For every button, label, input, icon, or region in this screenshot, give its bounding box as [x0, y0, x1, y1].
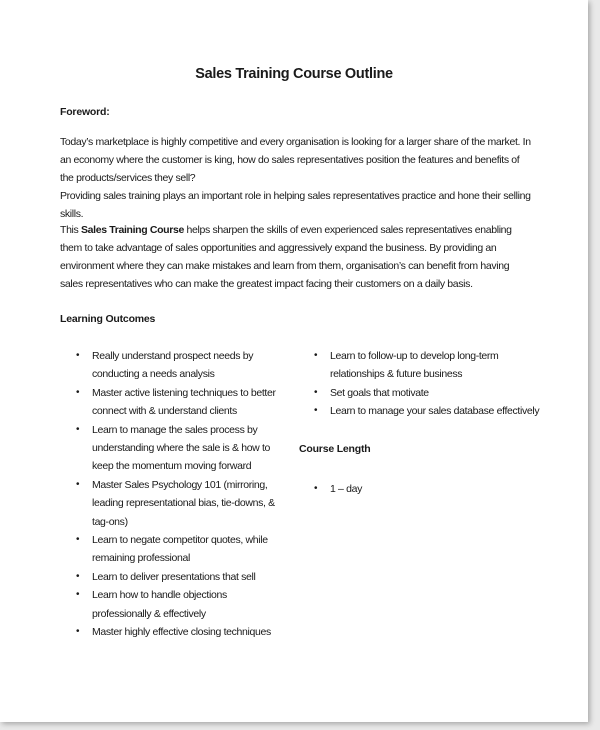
list-item-text: Set goals that motivate: [330, 386, 429, 399]
paragraph-3-prefix: This: [60, 224, 82, 236]
list-item: [76, 623, 288, 641]
learning-outcomes-left-list: [76, 347, 288, 642]
list-item-text: Learn to deliver presentations that sell: [92, 570, 256, 583]
list-item-text: Learn to negate competitor quotes, while remaining professional: [92, 534, 268, 565]
list-item-text: 1 – day: [330, 483, 362, 495]
learning-outcomes-heading: Learning Outcomes: [60, 313, 156, 325]
list-item: [76, 421, 288, 476]
list-item-text: Learn to follow-up to develop long-term relationships & future business: [330, 350, 499, 381]
bullet-icon: •: [314, 386, 318, 398]
list-item-text: Really understand prospect needs by conducting a needs analysis: [92, 350, 254, 381]
list-item: [76, 568, 288, 586]
document-title: Sales Training Course Outline: [195, 66, 393, 82]
bullet-icon: •: [76, 626, 80, 638]
foreword-paragraph-1: Today’s marketplace is highly competitive and every organisation is looking for a larger share of the market. In an economy where the customer is king, how do sales representatives position the features and benefits of the products/services they sell?: [60, 136, 531, 184]
bullet-icon: •: [76, 423, 80, 435]
bullet-icon: •: [76, 570, 80, 582]
list-item: [76, 384, 288, 421]
foreword-paragraph-3: [60, 221, 534, 293]
bullet-icon: •: [76, 386, 80, 398]
bullet-icon: •: [76, 534, 80, 546]
list-item-text: Master highly effective closing techniques: [92, 626, 271, 639]
bullet-icon: •: [76, 350, 80, 361]
bullet-icon: •: [76, 589, 80, 601]
list-item: [76, 586, 288, 623]
list-item: [314, 402, 542, 420]
list-item: [76, 347, 288, 384]
bullet-icon: •: [314, 483, 318, 494]
course-length-heading: Course Length: [299, 443, 371, 455]
foreword-paragraph-2: Providing sales training plays an important role in helping sales representatives practice and hone their selling skills.: [60, 190, 531, 220]
bullet-icon: •: [76, 478, 80, 490]
learning-outcomes-right-list: [314, 347, 542, 421]
course-length-list: [314, 480, 542, 498]
paragraph-3-rest: helps sharpen the skills of even experienced sales representatives enabling them to take advantage of sales opportunities and aggressively expand the business. By providing an environment where they can make mistakes and learn from them, organisation’s can benefit from having sales representatives who can make the greatest impact facing their customers on a daily basis.: [60, 224, 512, 290]
list-item-text: Learn to manage the sales process by understanding where the sale is & how to keep the momentum moving forward: [92, 423, 271, 473]
list-item: [314, 347, 542, 384]
list-item: [314, 480, 542, 498]
course-name-bold: Sales Training Course: [81, 224, 184, 236]
foreword-heading: Foreword:: [60, 106, 110, 118]
list-item: [76, 531, 288, 568]
list-item-text: Learn to manage your sales database effectively: [330, 405, 540, 418]
list-item-text: Master active listening techniques to better connect with & understand clients: [92, 386, 276, 418]
bullet-icon: •: [314, 350, 318, 361]
list-item-text: Master Sales Psychology 101 (mirroring, leading representational bias, tie-downs, & tag-ons): [92, 478, 275, 528]
list-item: [76, 476, 288, 531]
list-item-text: Learn how to handle objections professionally & effectively: [92, 589, 227, 620]
list-item: [314, 384, 542, 402]
bullet-icon: •: [314, 405, 318, 417]
